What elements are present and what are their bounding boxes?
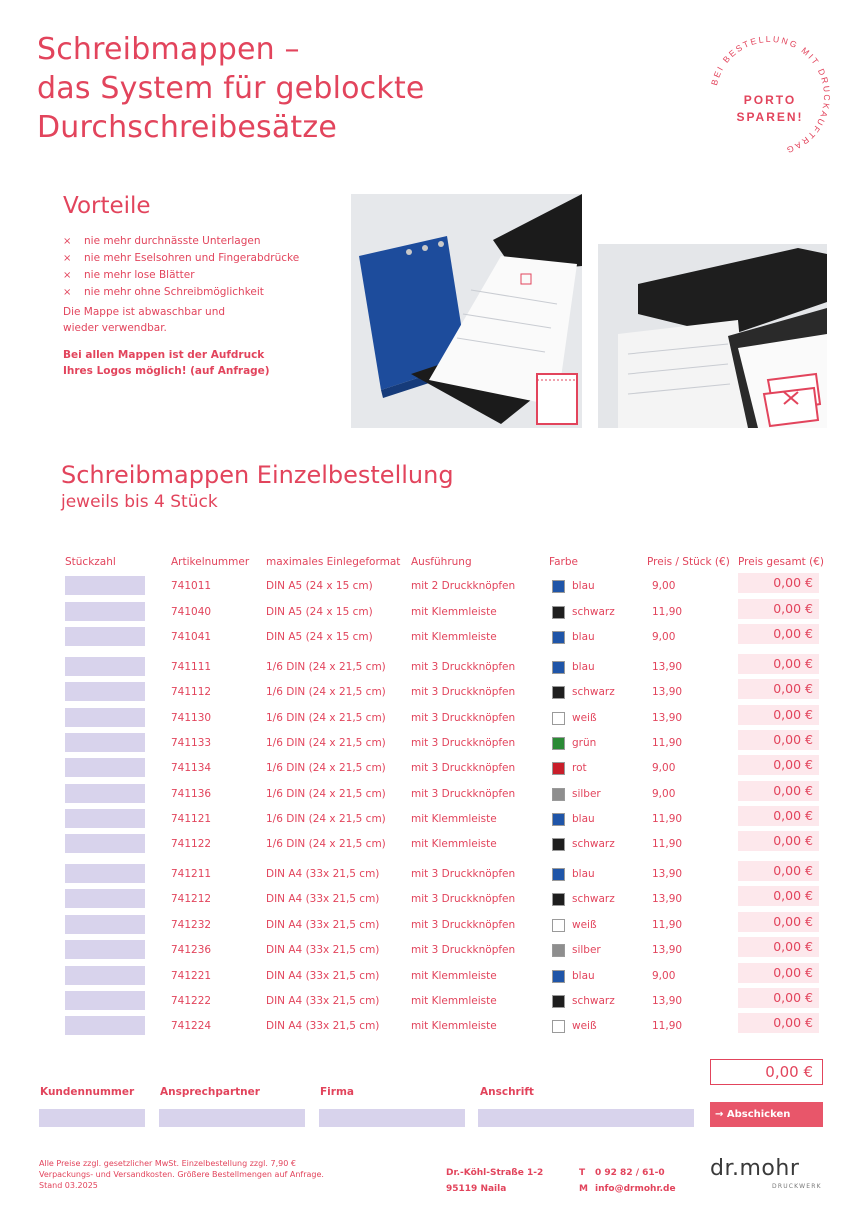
variant: mit 3 Druckknöpfen [411, 868, 516, 880]
table-row [0, 602, 868, 624]
format: DIN A5 (24 x 15 cm) [266, 631, 373, 643]
table-row [0, 576, 868, 598]
header-format: maximales Einlegeformat [266, 556, 401, 568]
row-total: 0,00 € [738, 679, 819, 699]
quantity-input[interactable] [65, 834, 145, 853]
format: DIN A4 (33x 21,5 cm) [266, 868, 380, 880]
format: 1/6 DIN (24 x 21,5 cm) [266, 712, 386, 724]
logo-print-note: Bei allen Mappen ist der Aufdruck Ihres Logos möglich! (auf Anfrage) [63, 349, 270, 377]
unit-price: 11,90 [652, 919, 683, 931]
company-logo: dr.mohr [710, 1156, 800, 1181]
product-photo-black [598, 244, 827, 428]
unit-price: 13,90 [652, 868, 683, 880]
row-total: 0,00 € [738, 861, 819, 881]
list-item: × nie mehr lose Blätter [63, 267, 299, 284]
format: 1/6 DIN (24 x 21,5 cm) [266, 838, 386, 850]
color-swatch [552, 838, 565, 851]
quantity-input[interactable] [65, 576, 145, 595]
article-number: 741134 [171, 762, 212, 774]
unit-price: 11,90 [652, 838, 683, 850]
row-total: 0,00 € [738, 705, 819, 725]
table-row [0, 733, 868, 755]
article-number: 741133 [171, 737, 212, 749]
article-number: 741211 [171, 868, 212, 880]
color-swatch [552, 606, 565, 619]
variant: mit 3 Druckknöpfen [411, 919, 516, 931]
color-swatch [552, 712, 565, 725]
color-name: schwarz [572, 686, 615, 698]
variant: mit 2 Druckknöpfen [411, 580, 516, 592]
vorteile-note: Die Mappe ist abwaschbar und wieder verwendbar. [63, 306, 226, 334]
format: 1/6 DIN (24 x 21,5 cm) [266, 762, 386, 774]
quantity-input[interactable] [65, 784, 145, 803]
customer-no-label: Kundennummer [40, 1086, 135, 1098]
quantity-input[interactable] [65, 627, 145, 646]
quantity-input[interactable] [65, 889, 145, 908]
format: DIN A4 (33x 21,5 cm) [266, 995, 380, 1007]
mail-key: M [579, 1184, 588, 1194]
unit-price: 9,00 [652, 580, 676, 592]
variant: mit Klemmleiste [411, 1020, 497, 1032]
color-swatch [552, 686, 565, 699]
contact [579, 1165, 676, 1197]
list-item: × nie mehr ohne Schreibmöglichkeit [63, 284, 299, 301]
city: 95119 Naila [446, 1184, 507, 1194]
color-name: schwarz [572, 995, 615, 1007]
header-unit-price: Preis / Stück (€) [647, 556, 730, 568]
vorteile-list [63, 233, 299, 301]
quantity-input[interactable] [65, 657, 145, 676]
color-name: rot [572, 762, 587, 774]
row-total: 0,00 € [738, 937, 819, 957]
row-total: 0,00 € [738, 988, 819, 1008]
unit-price: 9,00 [652, 788, 676, 800]
product-photo-blue-black [351, 194, 582, 428]
cross-icon: × [63, 236, 72, 247]
stamp-line-2: SPAREN! [736, 110, 804, 124]
unit-price: 9,00 [652, 631, 676, 643]
article-number: 741224 [171, 1020, 212, 1032]
variant: mit 3 Druckknöpfen [411, 893, 516, 905]
table-row [0, 864, 868, 886]
format: DIN A4 (33x 21,5 cm) [266, 970, 380, 982]
article-number: 741221 [171, 970, 212, 982]
variant: mit Klemmleiste [411, 995, 497, 1007]
format: DIN A5 (24 x 15 cm) [266, 580, 373, 592]
table-row [0, 784, 868, 806]
send-button[interactable]: → Abschicken [710, 1102, 823, 1127]
unit-price: 13,90 [652, 661, 683, 673]
title-line-1: Schreibmappen – [37, 32, 300, 67]
stamp-ring-text: BEI BESTELLUNG MIT DRUCKAUFTRAG [709, 33, 833, 156]
table-row [0, 758, 868, 780]
color-name: blau [572, 661, 595, 673]
unit-price: 9,00 [652, 970, 676, 982]
article-number: 741122 [171, 838, 212, 850]
table-row [0, 915, 868, 937]
color-swatch [552, 919, 565, 932]
row-total: 0,00 € [738, 730, 819, 750]
color-swatch [552, 580, 565, 593]
row-total: 0,00 € [738, 831, 819, 851]
table-row [0, 657, 868, 679]
stamp-line-1: PORTO [743, 93, 797, 107]
row-total: 0,00 € [738, 573, 819, 593]
article-number: 741136 [171, 788, 212, 800]
format: 1/6 DIN (24 x 21,5 cm) [266, 788, 386, 800]
color-swatch [552, 944, 565, 957]
contact-input[interactable] [159, 1109, 305, 1127]
header-color: Farbe [549, 556, 578, 568]
article-number: 741112 [171, 686, 212, 698]
page-title [37, 30, 597, 147]
color-name: blau [572, 970, 595, 982]
street: Dr.-Köhl-Straße 1-2 [446, 1168, 544, 1178]
row-total: 0,00 € [738, 1013, 819, 1033]
title-line-2: das System für geblockte [37, 71, 425, 106]
unit-price: 9,00 [652, 762, 676, 774]
row-total: 0,00 € [738, 654, 819, 674]
color-name: grün [572, 737, 597, 749]
color-name: blau [572, 813, 595, 825]
color-name: blau [572, 868, 595, 880]
format: DIN A4 (33x 21,5 cm) [266, 919, 380, 931]
color-name: schwarz [572, 606, 615, 618]
variant: mit Klemmleiste [411, 631, 497, 643]
quantity-input[interactable] [65, 602, 145, 621]
variant: mit Klemmleiste [411, 838, 497, 850]
unit-price: 11,90 [652, 737, 683, 749]
format: DIN A4 (33x 21,5 cm) [266, 1020, 380, 1032]
cross-icon: × [63, 287, 72, 298]
quantity-input[interactable] [65, 915, 145, 934]
article-number: 741121 [171, 813, 212, 825]
variant: mit 3 Druckknöpfen [411, 788, 516, 800]
company-label: Firma [320, 1086, 354, 1098]
color-name: silber [572, 788, 601, 800]
unit-price: 13,90 [652, 712, 683, 724]
format: 1/6 DIN (24 x 21,5 cm) [266, 686, 386, 698]
color-swatch [552, 737, 565, 750]
quantity-input[interactable] [65, 758, 145, 777]
unit-price: 11,90 [652, 1020, 683, 1032]
header-total: Preis gesamt (€) [738, 556, 825, 568]
table-row [0, 966, 868, 988]
table-row [0, 627, 868, 649]
section-subheading: jeweils bis 4 Stück [61, 492, 218, 512]
email-link[interactable]: info@drmohr.de [595, 1184, 676, 1194]
article-number: 741232 [171, 919, 212, 931]
color-name: silber [572, 944, 601, 956]
color-name: weiß [572, 919, 597, 931]
row-total: 0,00 € [738, 912, 819, 932]
table-row [0, 1016, 868, 1038]
format: DIN A5 (24 x 15 cm) [266, 606, 373, 618]
article-number: 741130 [171, 712, 212, 724]
table-row [0, 940, 868, 962]
format: 1/6 DIN (24 x 21,5 cm) [266, 737, 386, 749]
variant: mit 3 Druckknöpfen [411, 944, 516, 956]
unit-price: 13,90 [652, 995, 683, 1007]
variant: mit 3 Druckknöpfen [411, 686, 516, 698]
quantity-input[interactable] [65, 991, 145, 1010]
color-swatch [552, 813, 565, 826]
article-number: 741111 [171, 661, 212, 673]
table-row [0, 834, 868, 856]
color-swatch [552, 788, 565, 801]
contact-label: Ansprechpartner [160, 1086, 260, 1098]
row-total: 0,00 € [738, 755, 819, 775]
color-swatch [552, 868, 565, 881]
price-note: Alle Preise zzgl. gesetzlicher MwSt. Einzelbestellung zzgl. 7,90 € Verpackungs- und Versandkosten. Größere Bestellmengen auf Anfrage. Stand 03.2025 [39, 1159, 324, 1190]
cross-icon: × [63, 253, 72, 264]
unit-price: 11,90 [652, 606, 683, 618]
color-name: weiß [572, 1020, 597, 1032]
article-number: 741011 [171, 580, 212, 592]
row-total: 0,00 € [738, 886, 819, 906]
table-row [0, 889, 868, 911]
vorteile-heading: Vorteile [63, 193, 151, 219]
address [446, 1165, 543, 1197]
article-number: 741040 [171, 606, 212, 618]
table-row [0, 809, 868, 831]
unit-price: 13,90 [652, 686, 683, 698]
color-swatch [552, 631, 565, 644]
quantity-input[interactable] [65, 966, 145, 985]
color-swatch [552, 661, 565, 674]
row-total: 0,00 € [738, 781, 819, 801]
row-total: 0,00 € [738, 599, 819, 619]
list-item: × nie mehr durchnässte Unterlagen [63, 233, 299, 250]
variant: mit Klemmleiste [411, 606, 497, 618]
row-total: 0,00 € [738, 963, 819, 983]
unit-price: 11,90 [652, 813, 683, 825]
color-swatch [552, 970, 565, 983]
header-variant: Ausführung [411, 556, 472, 568]
title-line-3: Durchschreibesätze [37, 110, 337, 145]
quantity-input[interactable] [65, 809, 145, 828]
color-swatch [552, 893, 565, 906]
color-name: blau [572, 631, 595, 643]
format: 1/6 DIN (24 x 21,5 cm) [266, 661, 386, 673]
row-total: 0,00 € [738, 806, 819, 826]
format: DIN A4 (33x 21,5 cm) [266, 893, 380, 905]
phone: 0 92 82 / 61-0 [595, 1168, 665, 1178]
variant: mit 3 Druckknöpfen [411, 762, 516, 774]
article-number: 741236 [171, 944, 212, 956]
quantity-input[interactable] [65, 733, 145, 752]
cross-icon: × [63, 270, 72, 281]
company-logo-sub: DRUCKWERK [772, 1183, 822, 1190]
quantity-input[interactable] [65, 940, 145, 959]
table-row [0, 708, 868, 730]
quantity-input[interactable] [65, 864, 145, 883]
variant: mit 3 Druckknöpfen [411, 737, 516, 749]
color-name: weiß [572, 712, 597, 724]
address-input[interactable] [478, 1109, 694, 1127]
color-swatch [552, 762, 565, 775]
header-article: Artikelnummer [171, 556, 250, 568]
section-heading: Schreibmappen Einzelbestellung [61, 461, 454, 489]
table-row [0, 682, 868, 704]
color-name: blau [572, 580, 595, 592]
variant: mit Klemmleiste [411, 813, 497, 825]
variant: mit Klemmleiste [411, 970, 497, 982]
porto-stamp [700, 26, 840, 166]
format: 1/6 DIN (24 x 21,5 cm) [266, 813, 386, 825]
color-name: schwarz [572, 893, 615, 905]
address-label: Anschrift [480, 1086, 534, 1098]
quantity-input[interactable] [65, 1016, 145, 1035]
table-row [0, 991, 868, 1013]
unit-price: 13,90 [652, 893, 683, 905]
list-item: × nie mehr Eselsohren und Fingerabdrücke [63, 250, 299, 267]
color-swatch [552, 1020, 565, 1033]
variant: mit 3 Druckknöpfen [411, 661, 516, 673]
format: DIN A4 (33x 21,5 cm) [266, 944, 380, 956]
grand-total: 0,00 € [710, 1059, 823, 1085]
row-total: 0,00 € [738, 624, 819, 644]
phone-key: T [579, 1168, 586, 1178]
variant: mit 3 Druckknöpfen [411, 712, 516, 724]
color-name: schwarz [572, 838, 615, 850]
customer-no-input[interactable] [39, 1109, 145, 1127]
article-number: 741212 [171, 893, 212, 905]
color-swatch [552, 995, 565, 1008]
article-number: 741222 [171, 995, 212, 1007]
company-input[interactable] [319, 1109, 465, 1127]
article-number: 741041 [171, 631, 212, 643]
quantity-input[interactable] [65, 708, 145, 727]
header-qty: Stückzahl [65, 556, 116, 568]
unit-price: 13,90 [652, 944, 683, 956]
quantity-input[interactable] [65, 682, 145, 701]
